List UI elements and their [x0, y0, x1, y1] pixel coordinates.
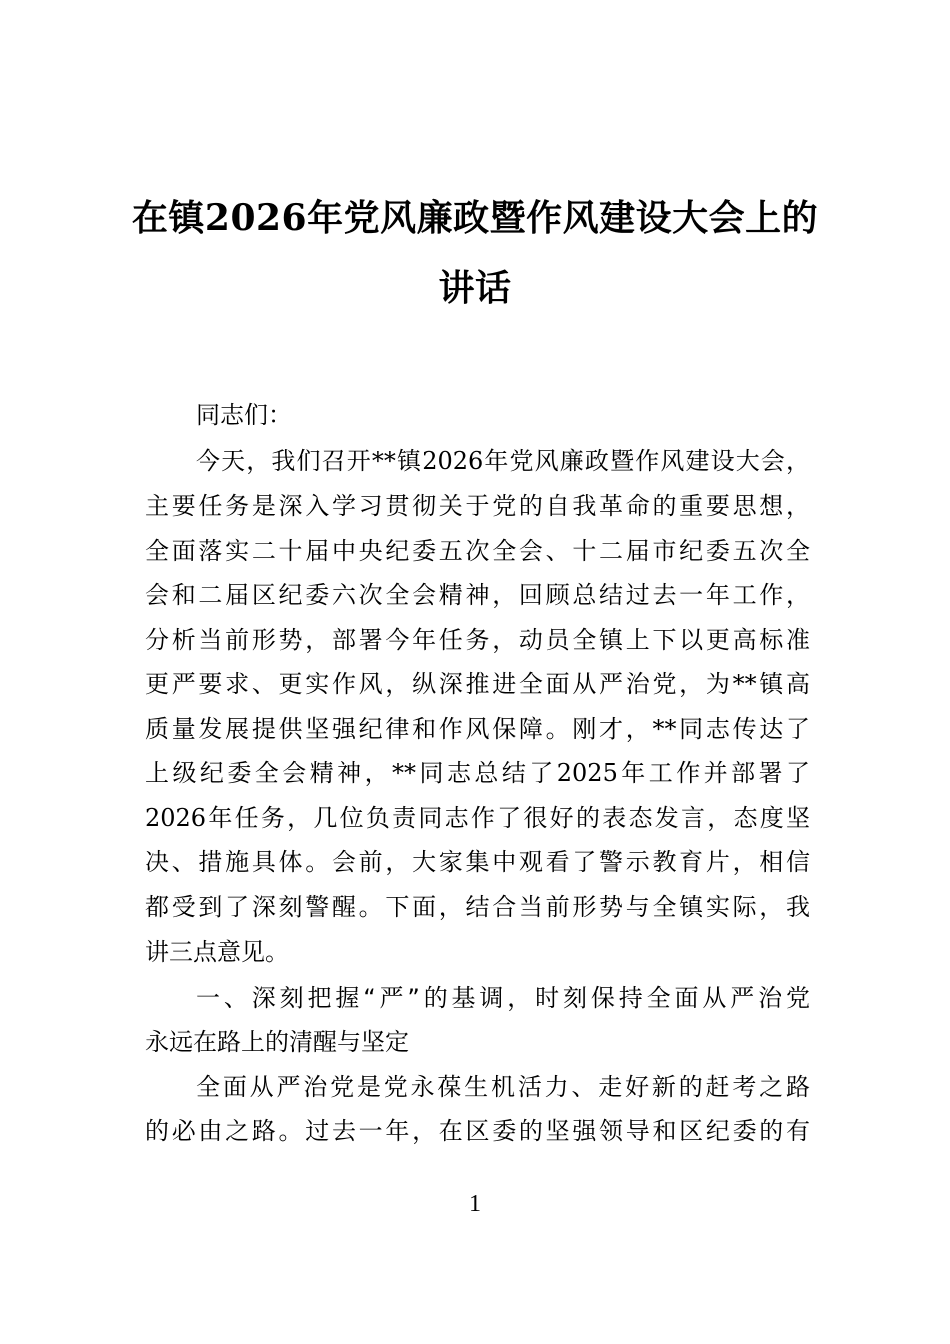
paragraph-2-line: 的必由之路。过去一年，在区委的坚强领导和区纪委的有	[145, 1117, 810, 1145]
paragraph-1-line: 会和二届区纪委六次全会精神，回顾总结过去一年工作，	[145, 581, 810, 609]
paragraph-2-line: 全面从严治党是党永葆生机活力、走好新的赶考之路	[196, 1073, 810, 1101]
section-heading-1-line: 永远在路上的清醒与坚定	[145, 1028, 409, 1056]
paragraph-1-line: 更严要求、更实作风，纵深推进全面从严治党，为**镇高	[145, 670, 810, 698]
paragraph-1-line: 都受到了深刻警醒。下面，结合当前形势与全镇实际，我	[145, 893, 810, 921]
section-heading-1-line: 一、深刻把握“严”的基调，时刻保持全面从严治党	[196, 984, 810, 1012]
document-title-line-1: 在镇2026年党风廉政暨作风建设大会上的	[131, 197, 819, 239]
document-title-line-2: 讲话	[438, 267, 512, 309]
paragraph-1-line: 质量发展提供坚强纪律和作风保障。刚才，**同志传达了	[145, 715, 810, 743]
paragraph-1-line: 讲三点意见。	[145, 938, 289, 966]
paragraph-1-line: 全面落实二十届中央纪委五次全会、十二届市纪委五次全	[145, 537, 810, 565]
paragraph-1-line: 今天，我们召开**镇2026年党风廉政暨作风建设大会，	[196, 447, 810, 475]
page-number: 1	[469, 1191, 481, 1217]
paragraph-1-line: 决、措施具体。会前，大家集中观看了警示教育片，相信	[145, 848, 810, 876]
paragraph-1-line: 上级纪委全会精神，**同志总结了2025年工作并部署了	[145, 759, 810, 787]
salutation: 同志们：	[196, 401, 292, 429]
paragraph-1-line: 分析当前形势，部署今年任务，动员全镇上下以更高标准	[145, 626, 810, 654]
paragraph-1-line: 主要任务是深入学习贯彻关于党的自我革命的重要思想，	[145, 492, 810, 520]
paragraph-1-line: 2026年任务，几位负责同志作了很好的表态发言，态度坚	[145, 804, 810, 832]
